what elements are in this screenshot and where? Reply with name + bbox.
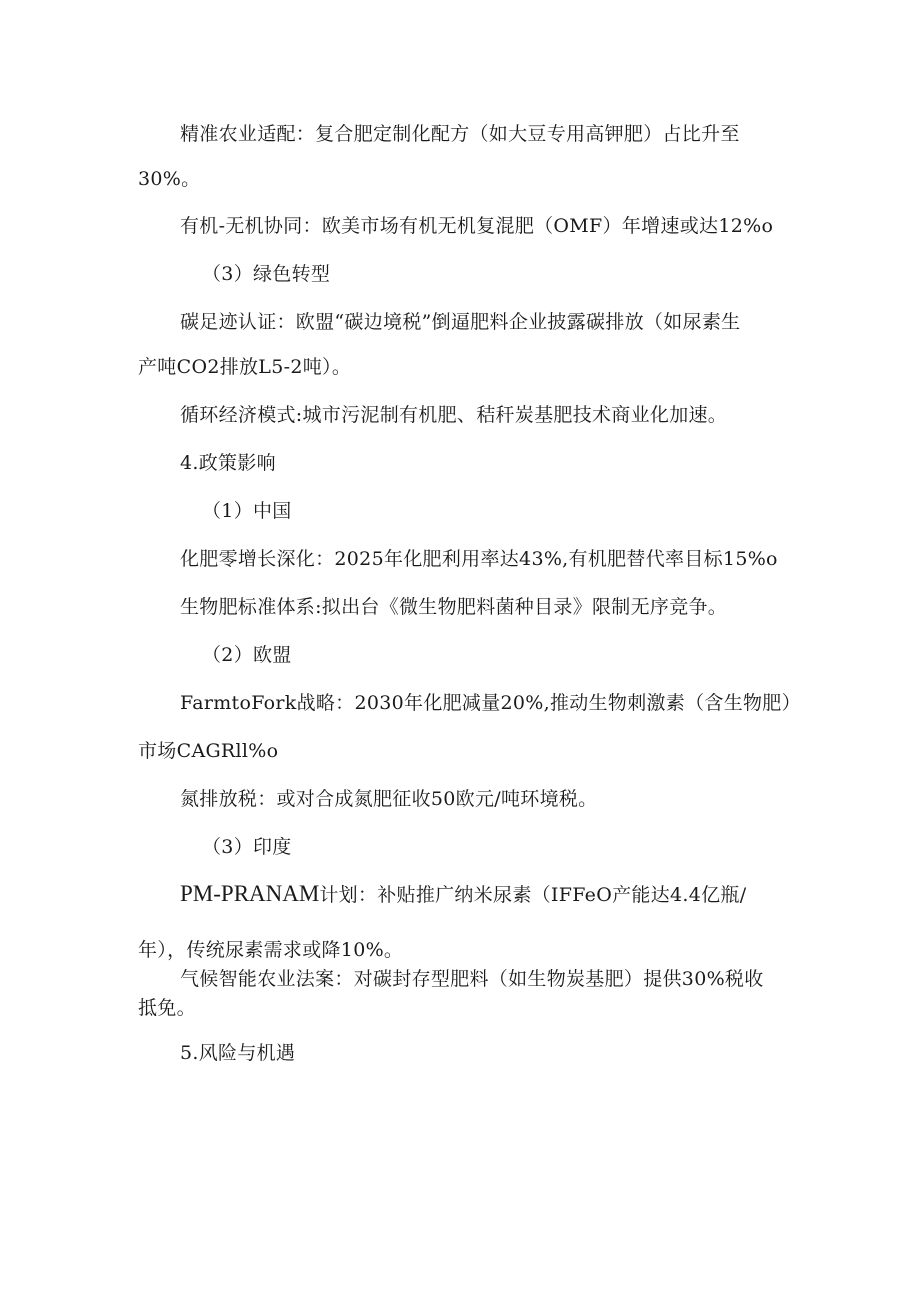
para-precision-agri: 精准农业适配：复合肥定制化配方（如大豆专用高钾肥）占比升至 <box>180 123 740 145</box>
heading-china: （1）中国 <box>202 500 292 522</box>
pm-pranam-text: 计划：补贴推广纳米尿素（IFFeO产能达4.4亿瓶/ <box>319 884 747 906</box>
para-carbon-footprint: 碳足迹认证：欧盟“碳边境税”倒逼肥料企业披露碳排放（如尿素生 <box>180 311 741 333</box>
heading-risks-opportunities: 5.风险与机遇 <box>180 1042 296 1064</box>
para-organic-inorganic: 有机-无机协同：欧美市场有机无机复混肥（OMF）年增速或达12%o <box>180 215 774 237</box>
para-pm-pranam <box>180 882 746 907</box>
heading-policy-impact: 4.政策影响 <box>180 452 276 474</box>
para-climate-smart-act-cont: 抵免。 <box>138 997 196 1019</box>
para-precision-agri-cont: 30%。 <box>138 168 201 190</box>
pm-pranam-label: PM-PRANAM <box>180 881 320 906</box>
heading-green-transition: （3）绿色转型 <box>202 263 331 285</box>
para-nitrogen-tax: 氮排放税：或对合成氮肥征收50欧元/吨环境税。 <box>180 788 598 810</box>
heading-eu: （2）欧盟 <box>202 644 292 666</box>
heading-india: （3）印度 <box>202 836 292 858</box>
para-carbon-footprint-cont: 产吨CO2排放L5-2吨）。 <box>138 356 352 378</box>
para-farm-to-fork: FarmtoFork战略：2030年化肥减量20%,推动生物刺激素（含生物肥） <box>180 692 801 714</box>
para-pm-pranam-cont: 年），传统尿素需求或降10%。 <box>138 939 404 961</box>
para-circular-economy: 循环经济模式:城市污泥制有机肥、秸秆炭基肥技术商业化加速。 <box>180 404 728 426</box>
para-zero-growth: 化肥零增长深化：2025年化肥利用率达43%,有机肥替代率目标15%o <box>180 548 778 570</box>
para-farm-to-fork-cont: 市场CAGRll%o <box>138 740 279 762</box>
para-climate-smart-act: 气候智能农业法案：对碳封存型肥料（如生物炭基肥）提供30%税收 <box>180 968 764 990</box>
para-biofert-standards: 生物肥标准体系:拟出台《微生物肥料菌种目录》限制无序竞争。 <box>180 596 728 618</box>
